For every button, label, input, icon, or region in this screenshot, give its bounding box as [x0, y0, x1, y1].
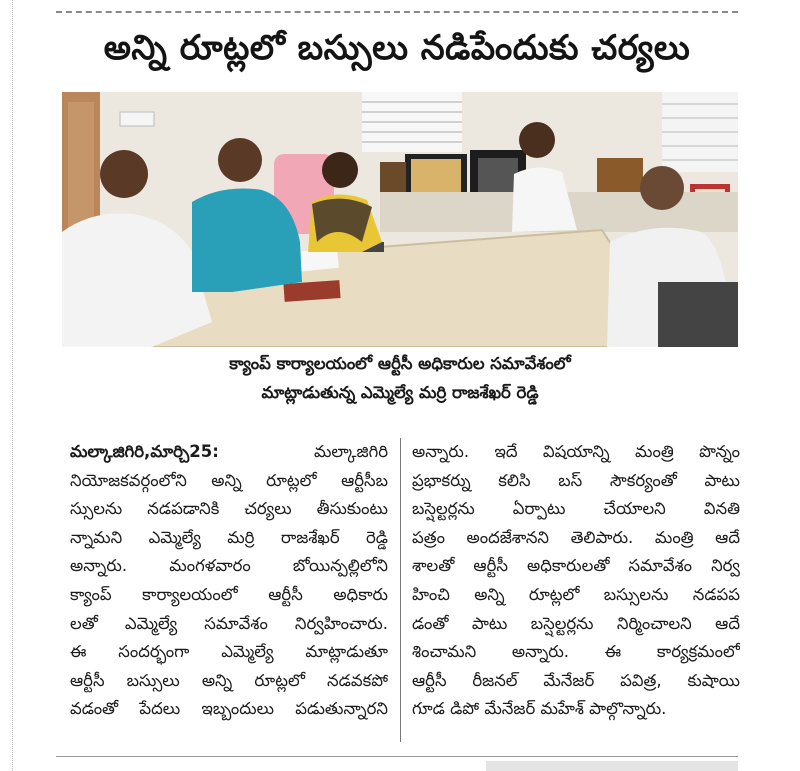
article-line: గూడ డిపో మేనేజర్ మహేశ్ పాల్గొన్నారు. — [412, 699, 667, 719]
dateline: మల్కాజిగిరి,మార్చి25: — [70, 442, 219, 461]
article-line: ప్రభాకర్ను కలిసి బస్ సౌకర్యంతో పాటు — [412, 470, 740, 490]
article-line: ఈ సందర్భంగా ఎమ్మెల్యే మాట్లాడుతూ — [70, 642, 388, 662]
article-column-right — [412, 438, 740, 724]
article-column-left — [70, 438, 388, 724]
page-margin-strip — [0, 0, 13, 771]
article-line: లతో ఎమ్మెల్యే సమావేశం నిర్వహించారు. — [70, 613, 388, 633]
article-line: అన్నారు. మంగళవారం బోయిన్పల్లిలోని — [70, 556, 388, 576]
article-line: హించి అన్ని రూట్లలో బస్సులను నడపప — [412, 584, 740, 604]
article-line: నియోజకవర్గంలోని అన్ని రూట్లలో ఆర్టీసీబ — [70, 470, 388, 490]
meeting-photo-illustration — [62, 92, 738, 347]
headline: అన్ని రూట్లలో బస్సులు నడిపేందుకు చర్యలు — [103, 28, 691, 68]
article-line — [70, 438, 388, 467]
next-article-edge — [486, 761, 738, 771]
bottom-rule — [56, 756, 738, 757]
article-line-text: మల్కాజిగిరి — [313, 442, 388, 461]
article-line: ఆర్టీసీ బస్సులు అన్ని రూట్లలో నడవకపో — [70, 670, 388, 690]
article-line: స్సులను నడపడానికి చర్యలు తీసుకుంటు — [70, 499, 388, 519]
article-line: శించామని అన్నారు. ఈ కార్యక్రమంలో — [412, 642, 740, 662]
news-photo — [62, 92, 738, 347]
caption-line-2: మాట్లాడుతున్న ఎమ్మెల్యే మర్రి రాజశేఖర్ రెడ్డి — [261, 383, 539, 402]
article-line: న్నామని ఎమ్మెల్యే మర్రి రాజశేఖర్ రెడ్డి — [70, 527, 388, 547]
article-line: అన్నారు. ఇదే విషయాన్ని మంత్రి పొన్నం — [412, 442, 740, 461]
photo-caption — [62, 349, 738, 411]
article-line: శాలతో ఆర్టీసీ అధికారులతో సమావేశం నిర్వ — [412, 556, 740, 576]
article-line: డంతో పాటు బస్షెల్టర్లను నిర్మించాలని ఆదే — [412, 613, 740, 633]
article-line: పత్రం అందజేశానని తెలిపారు. మంత్రి ఆదే — [412, 527, 740, 547]
article-line: క్యాంప్ కార్యాలయంలో ఆర్టీసీ అధికారు — [70, 584, 388, 604]
article-line: ఆర్టీసీ రీజనల్ మేనేజర్ పవిత్ర, కుషాయి — [412, 670, 740, 690]
article-line: బస్షెల్టర్లను ఏర్పాటు చేయాలని వినతి — [412, 499, 740, 519]
article-line: వడంతో పేదలు ఇబ్బందులు పడుతున్నారని — [70, 699, 388, 719]
column-divider — [400, 438, 401, 742]
caption-line-1: క్యాంప్ కార్యాలయంలో ఆర్టీసీ అధికారుల సమావేశంలో — [229, 354, 571, 373]
top-rule — [56, 11, 738, 13]
